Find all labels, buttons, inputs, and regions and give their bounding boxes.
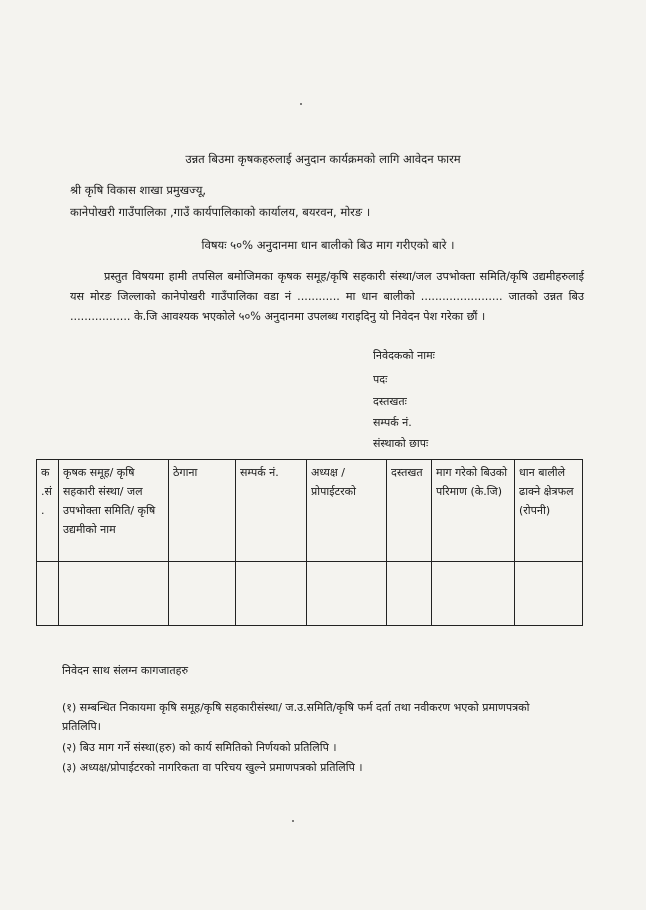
col-header-signature: दस्तखत bbox=[387, 460, 432, 562]
table-cell[interactable] bbox=[307, 561, 387, 625]
col-header-area: धान बालीले ढाक्ने क्षेत्रफल (रोपनी) bbox=[515, 460, 583, 562]
enclosure-item-1: (१) सम्बन्धित निकायमा कृषि समूह/कृषि सहकारीसंस्था/ ज.उ.समिति/कृषि फर्म दर्ता तथा नवीकरण भएको प्रमाणपत्रको प्रतिलिपि। bbox=[62, 701, 530, 733]
addressee-line-1: श्री कृषि विकास शाखा प्रमुखज्यू, bbox=[70, 183, 207, 197]
table-cell[interactable] bbox=[515, 561, 583, 625]
addressee-line-2: कानेपोखरी गाउँपालिका ,गाउँ कार्यपालिकाको कार्यालय, बयरवन, मोरङ । bbox=[70, 205, 371, 219]
col-header-chairperson: अध्यक्ष /प्रोपाईटरको bbox=[307, 460, 387, 562]
applicant-name-label: निवेदकको नामः bbox=[373, 349, 435, 362]
enclosures-heading: निवेदन साथ संलग्न कागजातहरु bbox=[62, 664, 189, 677]
subject-line: विषयः ५०% अनुदानमा धान बालीको बिउ माग गरीएको बारे । bbox=[201, 238, 455, 252]
table-cell[interactable] bbox=[37, 561, 59, 625]
table-cell[interactable] bbox=[432, 561, 515, 625]
signature-label: दस्तखतः bbox=[373, 395, 407, 408]
table-cell[interactable] bbox=[387, 561, 432, 625]
application-body: प्रस्तुत विषयमा हामी तपसिल बमोजिमका कृषक समूह/कृषि सहकारी संस्था/जल उपभोक्ता समिति/कृषि उद्यमीहरुलाई यस मोरङ जिल्लाको कानेपोखरी गाउँपालिका वडा नं ............ मा धान बालीको ....................... जातको उन्नत बिउ ................. के.जि आवश्यक भएकोले ५०% अनुदानमा उपलब्ध गराइदिनु यो निवेदन पेश गरेका छौं । bbox=[70, 270, 584, 323]
table-cell[interactable] bbox=[236, 561, 307, 625]
table-cell[interactable] bbox=[169, 561, 236, 625]
form-title: उन्नत बिउमा कृषकहरुलाई अनुदान कार्यक्रमको लागि आवेदन फारम bbox=[185, 152, 461, 166]
scan-speck bbox=[292, 820, 294, 822]
designation-label: पदः bbox=[373, 373, 388, 386]
col-header-address: ठेगाना bbox=[169, 460, 236, 562]
contact-number-label: सम्पर्क नं. bbox=[373, 416, 412, 429]
table-cell[interactable] bbox=[59, 561, 169, 625]
enclosure-item-3: (३) अध्यक्ष/प्रोपाईटरको नागरिकता वा परिचय खुल्ने प्रमाणपत्रको प्रतिलिपि । bbox=[62, 761, 363, 774]
col-header-contact: सम्पर्क नं. bbox=[236, 460, 307, 562]
enclosure-item-2: (२) बिउ माग गर्ने संस्था(हरु) को कार्य समितिको निर्णयको प्रतिलिपि । bbox=[62, 741, 337, 754]
applicant-table bbox=[36, 459, 583, 626]
organization-stamp-label: संस्थाको छापः bbox=[373, 437, 429, 450]
table-header-row bbox=[37, 460, 583, 562]
col-header-seed-quantity: माग गरेको बिउको परिमाण (के.जि) bbox=[432, 460, 515, 562]
col-header-serial: क .सं . bbox=[37, 460, 59, 562]
table-row bbox=[37, 561, 583, 625]
col-header-name: कृषक समूह/ कृषि सहकारी संस्था/ जल उपभोक्ता समिति/ कृषि उद्यमीको नाम bbox=[59, 460, 169, 562]
scan-speck bbox=[300, 103, 302, 105]
